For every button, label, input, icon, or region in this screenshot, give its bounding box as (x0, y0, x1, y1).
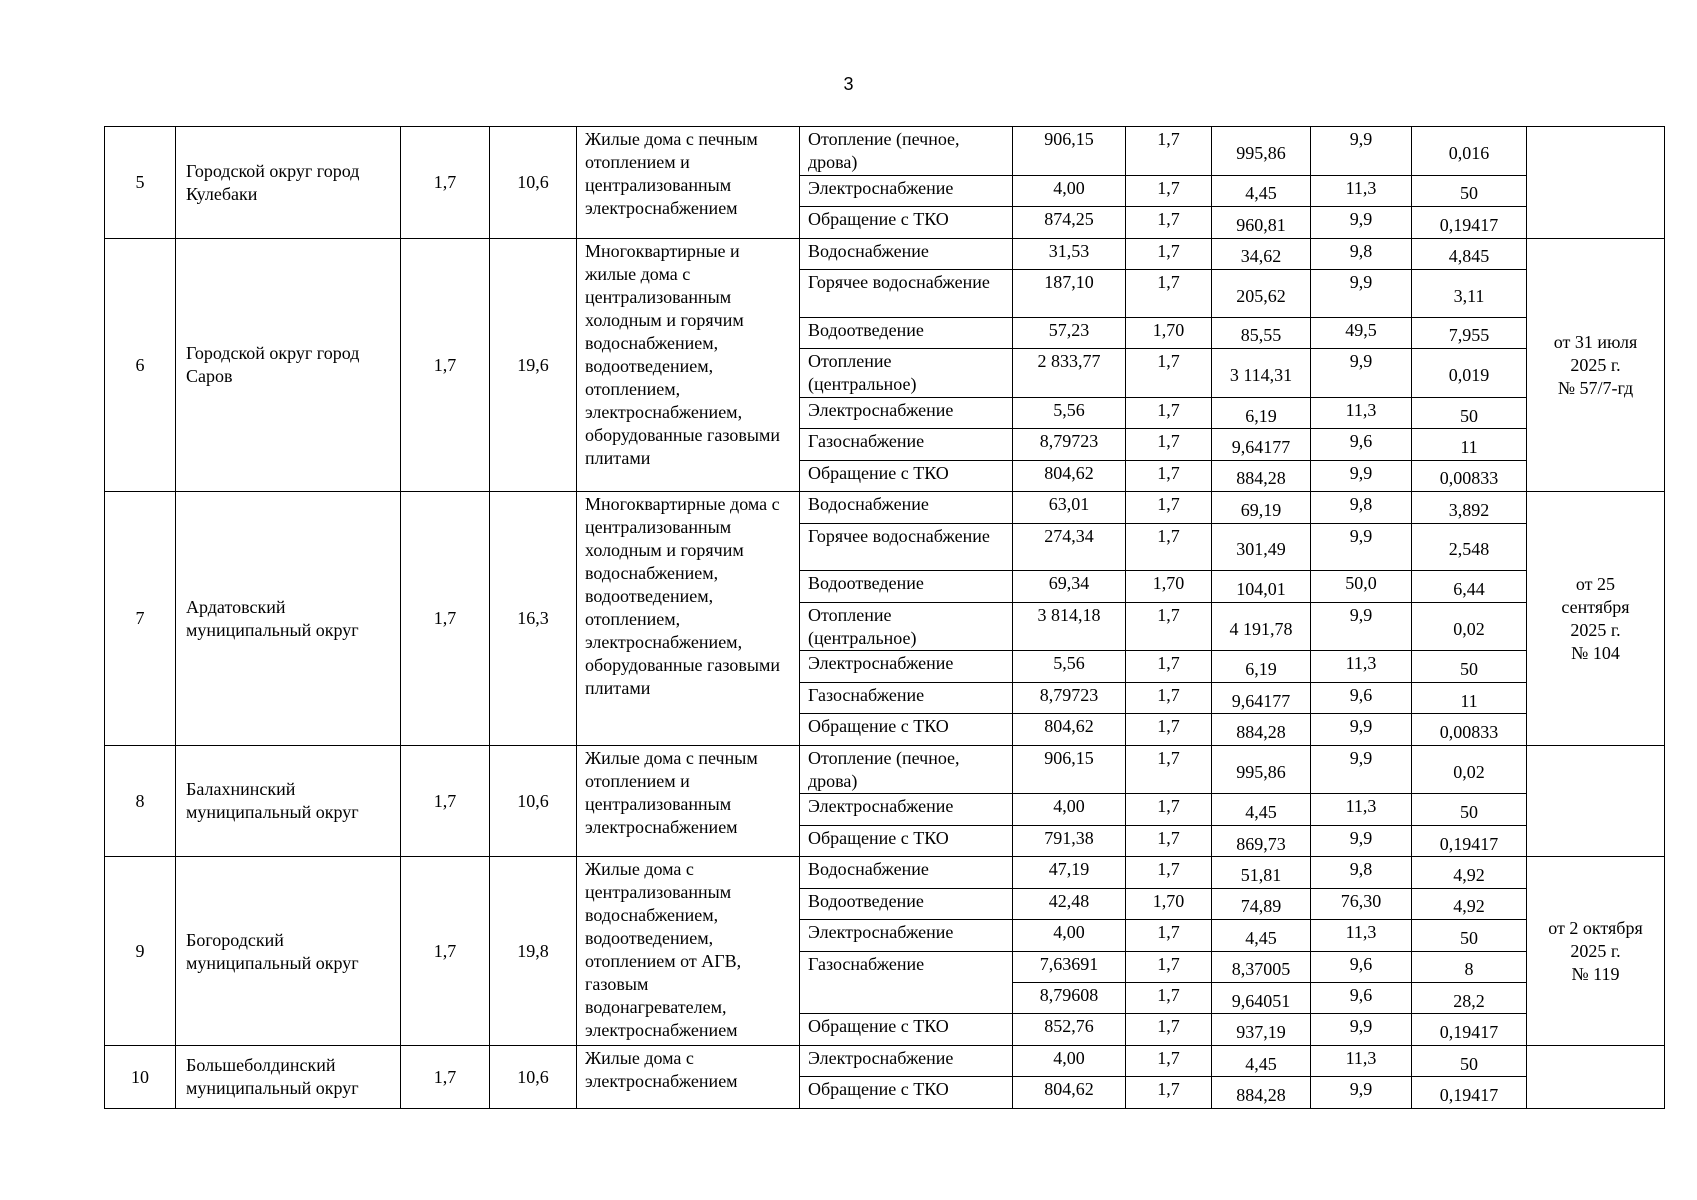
growth-index: 1,7 (1126, 492, 1212, 523)
max-deviation: 19,8 (490, 857, 577, 1046)
consumption-volume: 0,19417 (1412, 1077, 1527, 1109)
tariff-new: 85,55 (1212, 317, 1311, 348)
tariff-new: 34,62 (1212, 238, 1311, 269)
tariff-prev: 5,56 (1013, 651, 1126, 682)
consumption-volume: 50 (1412, 1045, 1527, 1076)
consumption-volume: 4,92 (1412, 888, 1527, 919)
municipality-name: Богородский муниципальный округ (176, 857, 401, 1046)
consumption-volume: 3,11 (1412, 270, 1527, 318)
service-name: Водоотведение (800, 317, 1013, 348)
consumption-volume: 4,92 (1412, 857, 1527, 888)
tariff-prev: 4,00 (1013, 1045, 1126, 1076)
growth-percent: 9,9 (1311, 460, 1412, 491)
decree-reference (1527, 492, 1665, 746)
index-value: 1,7 (401, 127, 490, 239)
decree-reference (1527, 238, 1665, 492)
service-name: Электроснабжение (800, 175, 1013, 206)
growth-percent: 9,8 (1311, 492, 1412, 523)
service-name: Обращение с ТКО (800, 1077, 1013, 1109)
growth-percent: 50,0 (1311, 571, 1412, 602)
tariff-new: 4 191,78 (1212, 602, 1311, 651)
consumption-volume: 50 (1412, 651, 1527, 682)
tariff-new: 69,19 (1212, 492, 1311, 523)
consumer-category: Жилые дома с печным отоплением и централизованным электроснабжением (577, 745, 800, 857)
growth-percent: 11,3 (1311, 1045, 1412, 1076)
consumption-volume: 0,00833 (1412, 460, 1527, 491)
growth-percent: 9,6 (1311, 429, 1412, 460)
consumption-volume: 11 (1412, 429, 1527, 460)
growth-percent: 9,6 (1311, 951, 1412, 982)
decree-line: от 25 (1575, 573, 1616, 594)
tariff-prev: 5,56 (1013, 397, 1126, 428)
growth-percent: 9,9 (1311, 270, 1412, 318)
index-value: 1,7 (401, 1045, 490, 1108)
growth-percent: 9,6 (1311, 682, 1412, 713)
service-name: Водоснабжение (800, 857, 1013, 888)
growth-percent: 9,9 (1311, 127, 1412, 176)
decree-line: 2025 г. (1570, 354, 1621, 375)
service-name: Горячее водоснабжение (800, 523, 1013, 571)
growth-index: 1,7 (1126, 682, 1212, 713)
growth-percent: 11,3 (1311, 920, 1412, 951)
growth-percent: 9,6 (1311, 982, 1412, 1013)
index-value: 1,7 (401, 238, 490, 492)
tariff-prev: 804,62 (1013, 1077, 1126, 1109)
growth-index: 1,7 (1126, 825, 1212, 856)
growth-index: 1,7 (1126, 175, 1212, 206)
decree-line: 2025 г. (1570, 619, 1621, 640)
tariff-prev: 2 833,77 (1013, 349, 1126, 398)
tariff-prev: 7,63691 (1013, 951, 1126, 982)
tariff-new: 8,37005 (1212, 951, 1311, 982)
decree-reference (1527, 1045, 1665, 1108)
growth-index: 1,7 (1126, 920, 1212, 951)
tariff-new: 9,64177 (1212, 429, 1311, 460)
growth-index: 1,7 (1126, 349, 1212, 398)
consumption-volume: 3,892 (1412, 492, 1527, 523)
growth-index: 1,7 (1126, 602, 1212, 651)
max-deviation: 10,6 (490, 127, 577, 239)
growth-percent: 11,3 (1311, 651, 1412, 682)
growth-index: 1,7 (1126, 982, 1212, 1013)
tariff-new: 995,86 (1212, 745, 1311, 794)
growth-index: 1,70 (1126, 888, 1212, 919)
tariff-prev: 63,01 (1013, 492, 1126, 523)
service-name: Газоснабжение (800, 951, 1013, 1014)
decree-line: сентября (1561, 596, 1630, 617)
tariff-prev: 791,38 (1013, 825, 1126, 856)
tariff-new: 884,28 (1212, 1077, 1311, 1109)
decree-line: № 119 (1571, 964, 1620, 985)
growth-percent: 9,9 (1311, 1014, 1412, 1045)
max-deviation: 19,6 (490, 238, 577, 492)
consumption-volume: 0,02 (1412, 602, 1527, 651)
consumption-volume: 0,016 (1412, 127, 1527, 176)
service-name: Электроснабжение (800, 1045, 1013, 1076)
growth-index: 1,7 (1126, 1077, 1212, 1109)
growth-index: 1,7 (1126, 951, 1212, 982)
consumption-volume: 0,19417 (1412, 825, 1527, 856)
service-name: Электроснабжение (800, 651, 1013, 682)
service-name: Газоснабжение (800, 429, 1013, 460)
service-name: Отопление (центральное) (800, 349, 1013, 398)
service-name: Обращение с ТКО (800, 207, 1013, 238)
tariff-new: 3 114,31 (1212, 349, 1311, 398)
consumption-volume: 0,00833 (1412, 714, 1527, 745)
growth-index: 1,7 (1126, 651, 1212, 682)
tariff-prev: 804,62 (1013, 714, 1126, 745)
consumer-category: Многоквартирные дома с централизованным холодным и горячим водоснабжением, водоотведением, отоплением, электроснабжением, оборудованные газовыми плитами (577, 492, 800, 746)
growth-index: 1,7 (1126, 857, 1212, 888)
tariff-prev: 852,76 (1013, 1014, 1126, 1045)
growth-index: 1,7 (1126, 397, 1212, 428)
consumption-volume: 6,44 (1412, 571, 1527, 602)
growth-percent: 9,8 (1311, 857, 1412, 888)
consumption-volume: 8 (1412, 951, 1527, 982)
growth-index: 1,7 (1126, 127, 1212, 176)
table-row (105, 745, 1665, 794)
tariff-new: 301,49 (1212, 523, 1311, 571)
consumption-volume: 0,02 (1412, 745, 1527, 794)
tariff-prev: 4,00 (1013, 920, 1126, 951)
tariff-prev: 31,53 (1013, 238, 1126, 269)
municipality-name: Городской округ город Саров (176, 238, 401, 492)
tariff-prev: 906,15 (1013, 127, 1126, 176)
growth-percent: 9,9 (1311, 714, 1412, 745)
tariff-new: 51,81 (1212, 857, 1311, 888)
consumption-volume: 50 (1412, 920, 1527, 951)
page-number: 3 (843, 74, 854, 94)
service-name: Электроснабжение (800, 920, 1013, 951)
tariff-new: 869,73 (1212, 825, 1311, 856)
service-name: Водоотведение (800, 888, 1013, 919)
growth-percent: 9,9 (1311, 523, 1412, 571)
row-number: 9 (105, 857, 176, 1046)
growth-percent: 11,3 (1311, 397, 1412, 428)
decree-reference (1527, 127, 1665, 239)
tariff-new: 205,62 (1212, 270, 1311, 318)
decree-reference (1527, 857, 1665, 1046)
tariff-table (104, 126, 1665, 1109)
decree-line: № 57/7-гд (1557, 377, 1634, 398)
growth-percent: 76,30 (1311, 888, 1412, 919)
growth-index: 1,7 (1126, 207, 1212, 238)
tariff-new: 4,45 (1212, 920, 1311, 951)
service-name: Газоснабжение (800, 682, 1013, 713)
municipality-name: Городской округ город Кулебаки (176, 127, 401, 239)
tariff-prev: 69,34 (1013, 571, 1126, 602)
tariff-new: 4,45 (1212, 175, 1311, 206)
table-row (105, 238, 1665, 269)
growth-index: 1,7 (1126, 238, 1212, 269)
tariff-new: 4,45 (1212, 1045, 1311, 1076)
tariff-prev: 8,79723 (1013, 682, 1126, 713)
decree-reference (1527, 745, 1665, 857)
decree-line: от 31 июля (1553, 331, 1638, 352)
growth-index: 1,7 (1126, 745, 1212, 794)
tariff-prev: 874,25 (1013, 207, 1126, 238)
tariff-new: 9,64051 (1212, 982, 1311, 1013)
consumer-category: Жилые дома с централизованным водоснабжением, водоотведением, отоплением от АГВ, газовым водонагревателем, электроснабжением (577, 857, 800, 1046)
decree-line: от 2 октября (1548, 918, 1643, 939)
tariff-new: 6,19 (1212, 397, 1311, 428)
consumption-volume: 0,19417 (1412, 1014, 1527, 1045)
consumer-category: Жилые дома с электроснабжением (577, 1045, 800, 1108)
consumption-volume: 2,548 (1412, 523, 1527, 571)
tariff-prev: 274,34 (1013, 523, 1126, 571)
row-number: 5 (105, 127, 176, 239)
service-name: Водоснабжение (800, 238, 1013, 269)
consumption-volume: 50 (1412, 794, 1527, 825)
tariff-new: 960,81 (1212, 207, 1311, 238)
consumption-volume: 4,845 (1412, 238, 1527, 269)
service-name: Водоснабжение (800, 492, 1013, 523)
tariff-new: 884,28 (1212, 460, 1311, 491)
table-row (105, 492, 1665, 523)
decree-line: № 104 (1571, 642, 1620, 663)
growth-percent: 9,9 (1311, 207, 1412, 238)
consumption-volume: 7,955 (1412, 317, 1527, 348)
tariff-new: 4,45 (1212, 794, 1311, 825)
tariff-new: 104,01 (1212, 571, 1311, 602)
tariff-prev: 4,00 (1013, 175, 1126, 206)
growth-percent: 9,9 (1311, 602, 1412, 651)
service-name: Водоотведение (800, 571, 1013, 602)
service-name: Электроснабжение (800, 397, 1013, 428)
tariff-prev: 47,19 (1013, 857, 1126, 888)
service-name: Горячее водоснабжение (800, 270, 1013, 318)
growth-index: 1,7 (1126, 1045, 1212, 1076)
growth-index: 1,7 (1126, 714, 1212, 745)
growth-index: 1,7 (1126, 460, 1212, 491)
tariff-prev: 42,48 (1013, 888, 1126, 919)
tariff-prev: 906,15 (1013, 745, 1126, 794)
service-name: Обращение с ТКО (800, 460, 1013, 491)
consumer-category: Многоквартирные и жилые дома с централизованным холодным и горячим водоснабжением, водоотведением, отоплением, электроснабжением, оборудованные газовыми плитами (577, 238, 800, 492)
service-name: Электроснабжение (800, 794, 1013, 825)
consumption-volume: 0,019 (1412, 349, 1527, 398)
municipality-name: Большеболдинский муниципальный округ (176, 1045, 401, 1108)
max-deviation: 10,6 (490, 745, 577, 857)
row-number: 7 (105, 492, 176, 746)
index-value: 1,7 (401, 857, 490, 1046)
index-value: 1,7 (401, 745, 490, 857)
growth-percent: 49,5 (1311, 317, 1412, 348)
tariff-prev: 3 814,18 (1013, 602, 1126, 651)
decree-line: 2025 г. (1570, 941, 1621, 962)
consumption-volume: 50 (1412, 397, 1527, 428)
tariff-new: 74,89 (1212, 888, 1311, 919)
row-number: 6 (105, 238, 176, 492)
municipality-name: Ардатовский муниципальный округ (176, 492, 401, 746)
tariff-prev: 4,00 (1013, 794, 1126, 825)
consumption-volume: 50 (1412, 175, 1527, 206)
tariff-new: 6,19 (1212, 651, 1311, 682)
service-name: Обращение с ТКО (800, 714, 1013, 745)
index-value: 1,7 (401, 492, 490, 746)
max-deviation: 10,6 (490, 1045, 577, 1108)
tariff-new: 9,64177 (1212, 682, 1311, 713)
table-row (105, 127, 1665, 176)
service-name: Обращение с ТКО (800, 825, 1013, 856)
growth-index: 1,70 (1126, 317, 1212, 348)
consumption-volume: 0,19417 (1412, 207, 1527, 238)
max-deviation: 16,3 (490, 492, 577, 746)
service-name: Отопление (печное, дрова) (800, 745, 1013, 794)
consumption-volume: 28,2 (1412, 982, 1527, 1013)
municipality-name: Балахнинский муниципальный округ (176, 745, 401, 857)
row-number: 8 (105, 745, 176, 857)
tariff-prev: 57,23 (1013, 317, 1126, 348)
growth-index: 1,7 (1126, 523, 1212, 571)
growth-percent: 9,9 (1311, 745, 1412, 794)
table-row (105, 857, 1665, 888)
tariff-new: 884,28 (1212, 714, 1311, 745)
service-name: Отопление (печное, дрова) (800, 127, 1013, 176)
tariff-prev: 8,79608 (1013, 982, 1126, 1013)
tariff-prev: 8,79723 (1013, 429, 1126, 460)
service-name: Обращение с ТКО (800, 1014, 1013, 1045)
consumer-category: Жилые дома с печным отоплением и централизованным электроснабжением (577, 127, 800, 239)
growth-percent: 9,9 (1311, 349, 1412, 398)
growth-percent: 9,8 (1311, 238, 1412, 269)
growth-index: 1,7 (1126, 429, 1212, 460)
service-name: Отопление (центральное) (800, 602, 1013, 651)
growth-index: 1,7 (1126, 794, 1212, 825)
tariff-prev: 804,62 (1013, 460, 1126, 491)
growth-index: 1,7 (1126, 1014, 1212, 1045)
growth-percent: 9,9 (1311, 825, 1412, 856)
tariff-new: 937,19 (1212, 1014, 1311, 1045)
row-number: 10 (105, 1045, 176, 1108)
growth-index: 1,70 (1126, 571, 1212, 602)
tariff-prev: 187,10 (1013, 270, 1126, 318)
growth-percent: 9,9 (1311, 1077, 1412, 1109)
growth-index: 1,7 (1126, 270, 1212, 318)
table-row (105, 1045, 1665, 1076)
growth-percent: 11,3 (1311, 794, 1412, 825)
consumption-volume: 11 (1412, 682, 1527, 713)
tariff-new: 995,86 (1212, 127, 1311, 176)
growth-percent: 11,3 (1311, 175, 1412, 206)
